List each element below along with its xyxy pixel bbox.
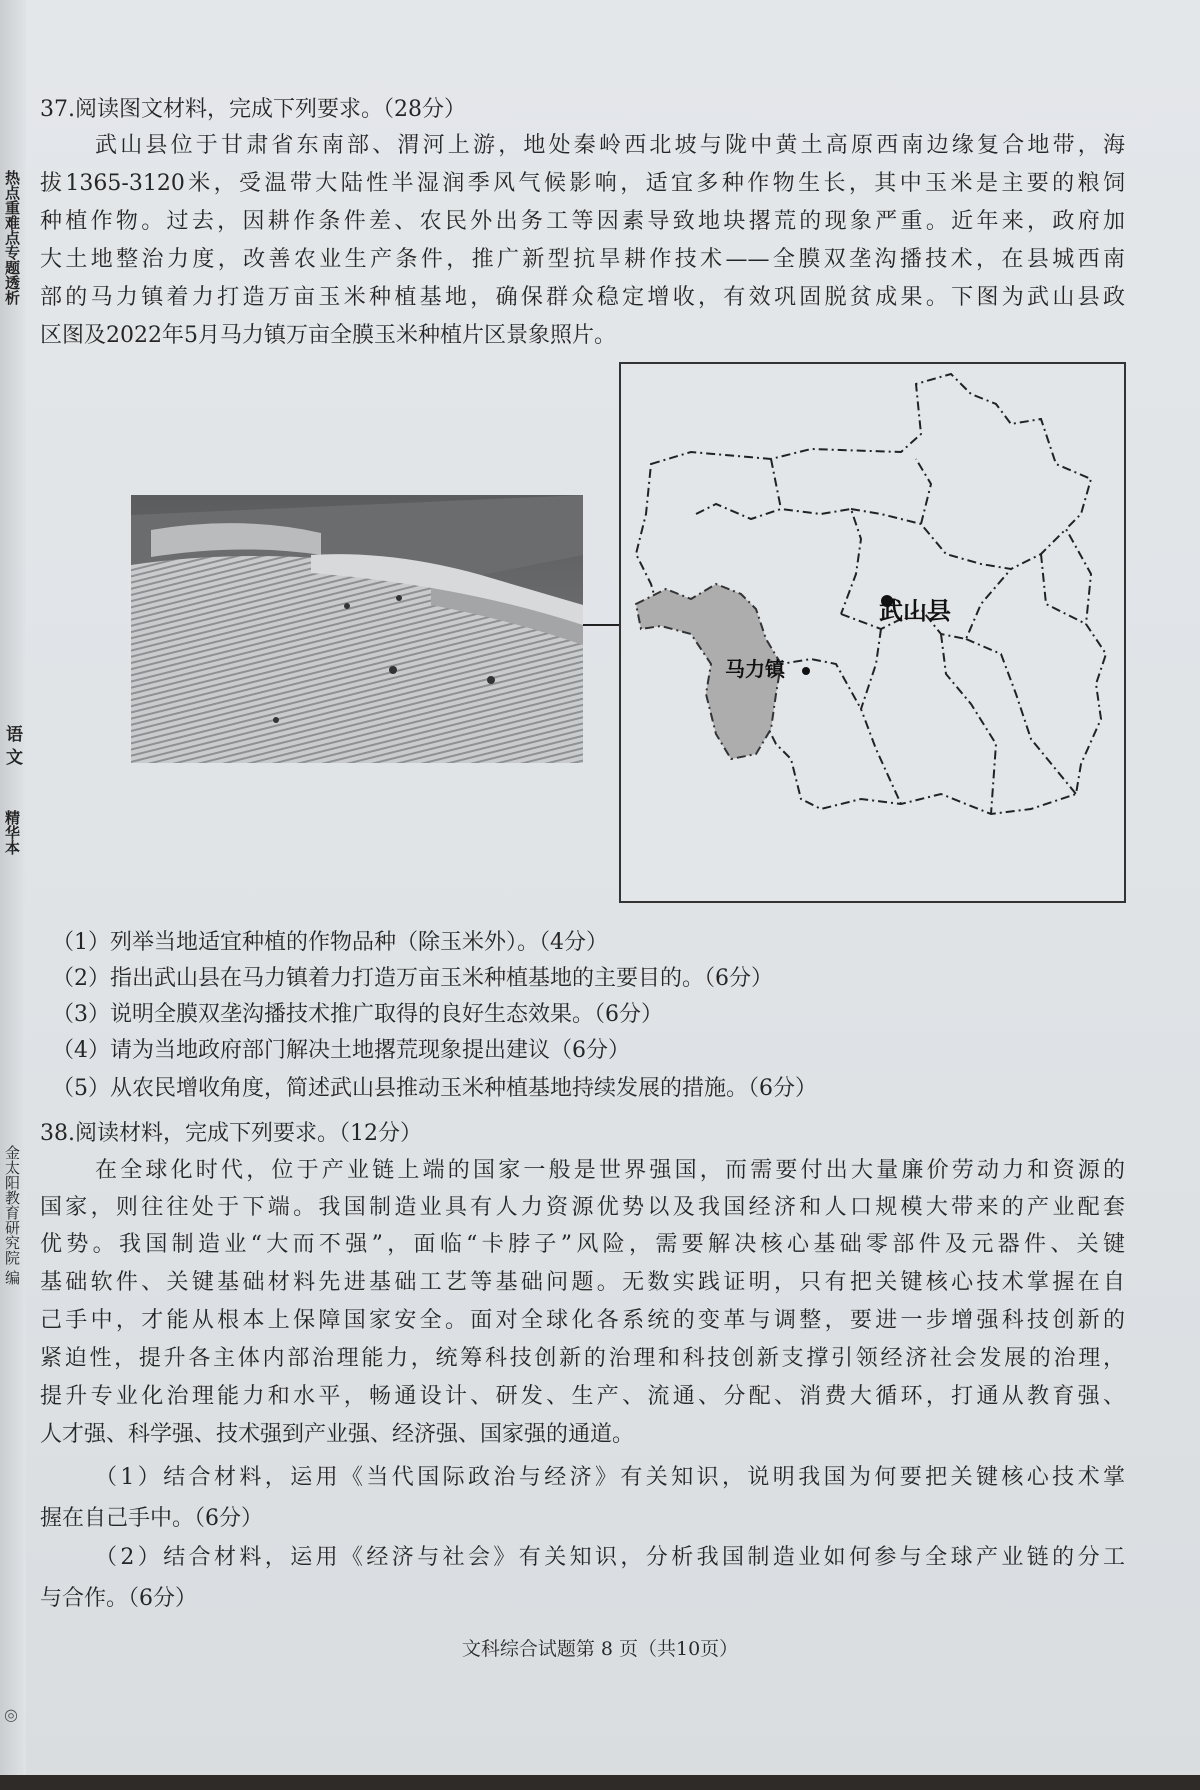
q37-subquestion: （4）请为当地政府部门解决土地撂荒现象提出建议（6分） [52, 1038, 630, 1063]
q38-para-line: 基础软件、关键基础材料先进基础工艺等基础问题。无数实践证明，只有把关键核心技术掌握在自 [40, 1270, 1125, 1295]
q38-para-line: 人才强、科学强、技术强到产业强、经济强、国家强的通道。 [40, 1422, 635, 1447]
page-footer: 文科综合试题第 8 页（共10页） [461, 1638, 739, 1660]
q38-subquestion-1-cont: 握在自己手中。（6分） [40, 1506, 263, 1531]
q38-para-line: 提升专业化治理能力和水平，畅通设计、研发、生产、流通、分配、消费大循环，打通从教育强、 [40, 1384, 1125, 1409]
q37-heading: 37.阅读图文材料，完成下列要求。（28分） [40, 97, 466, 122]
q38-subquestion-1: （1）结合材料，运用《当代国际政治与经济》有关知识，说明我国为何要把关键核心技术掌 [95, 1465, 1125, 1490]
q37-para-line: 种植作物。过去，因耕作条件差、农民外出务工等因素导致地块撂荒的现象严重。近年来，政府加 [40, 209, 1125, 234]
binding-edition [1, 810, 23, 855]
q37-subquestion: （1）列举当地适宜种植的作物品种（除玉米外）。（4分） [52, 930, 608, 955]
map-label-county: 武山县 [879, 597, 951, 625]
binding-subject [1, 725, 23, 765]
q38-para-line: 优势。我国制造业“大而不强”，面临“卡脖子”风险，需要解决核心基础零部件及元器件、关键 [40, 1232, 1125, 1257]
binding-series-text: 热点重难点专题透析 [3, 170, 21, 305]
map-label-town: 马力镇 [725, 657, 785, 681]
q37-para-line: 武山县位于甘肃省东南部、渭河上游，地处秦岭西北坡与陇中黄土高原西南边缘复合地带，海 [95, 133, 1125, 158]
q37-para-line: 区图及2022年5月马力镇万亩全膜玉米种植片区景象照片。 [40, 323, 616, 348]
q38-para-line: 在全球化时代，位于产业链上端的国家一般是世界强国，而需要付出大量廉价劳动力和资源的 [95, 1158, 1125, 1183]
binding-publisher [1, 1145, 23, 1285]
binding-publisher-text: 金太阳教育研究院 编 [3, 1145, 21, 1285]
q37-subquestion: （3）说明全膜双垄沟播技术推广取得的良好生态效果。（6分） [52, 1002, 663, 1027]
binding-series-title [1, 170, 23, 305]
cornfield-photo [131, 495, 583, 763]
q37-subquestion: （5）从农民增收角度，简述武山县推动玉米种植基地持续发展的措施。（6分） [52, 1076, 817, 1101]
q37-para-line: 部的马力镇着力打造万亩玉米种植基地，确保群众稳定增收，有效巩固脱贫成果。下图为武山县政 [40, 285, 1125, 310]
q38-subquestion-2: （2）结合材料，运用《经济与社会》有关知识，分析我国制造业如何参与全球产业链的分工 [95, 1545, 1125, 1570]
wushan-county-map [619, 362, 1126, 903]
q38-para-line: 紧迫性，提升各主体内部治理能力，统筹科技创新的治理和科技创新支撑引领经济社会发展的治理， [40, 1346, 1125, 1371]
q38-subquestion-2-cont: 与合作。（6分） [40, 1586, 197, 1611]
binding-edition-text: 精华本 [3, 810, 21, 855]
binding-mark: ◎ [4, 1705, 18, 1724]
q37-para-line: 大土地整治力度，改善农业生产条件，推广新型抗旱耕作技术——全膜双垄沟播技术，在县城西南 [40, 247, 1125, 272]
q38-heading: 38.阅读材料，完成下列要求。（12分） [40, 1121, 422, 1146]
q37-para-line: 拔1365-3120米，受温带大陆性半湿润季风气候影响，适宜多种作物生长，其中玉米是主要的粮饲 [40, 171, 1125, 196]
q38-para-line: 己手中，才能从根本上保障国家安全。面对全球化各系统的变革与调整，要进一步增强科技创新的 [40, 1308, 1125, 1333]
cornfield-photo-drawing [131, 495, 583, 763]
q37-subquestion: （2）指出武山县在马力镇着力打造万亩玉米种植基地的主要目的。（6分） [52, 966, 773, 991]
binding-subject-text: 语 文 [2, 725, 22, 765]
county-boundaries [621, 364, 1124, 901]
q38-para-line: 国家，则往往处于下端。我国制造业具有人力资源优势以及我国经济和人口规模大带来的产业配套 [40, 1195, 1125, 1220]
